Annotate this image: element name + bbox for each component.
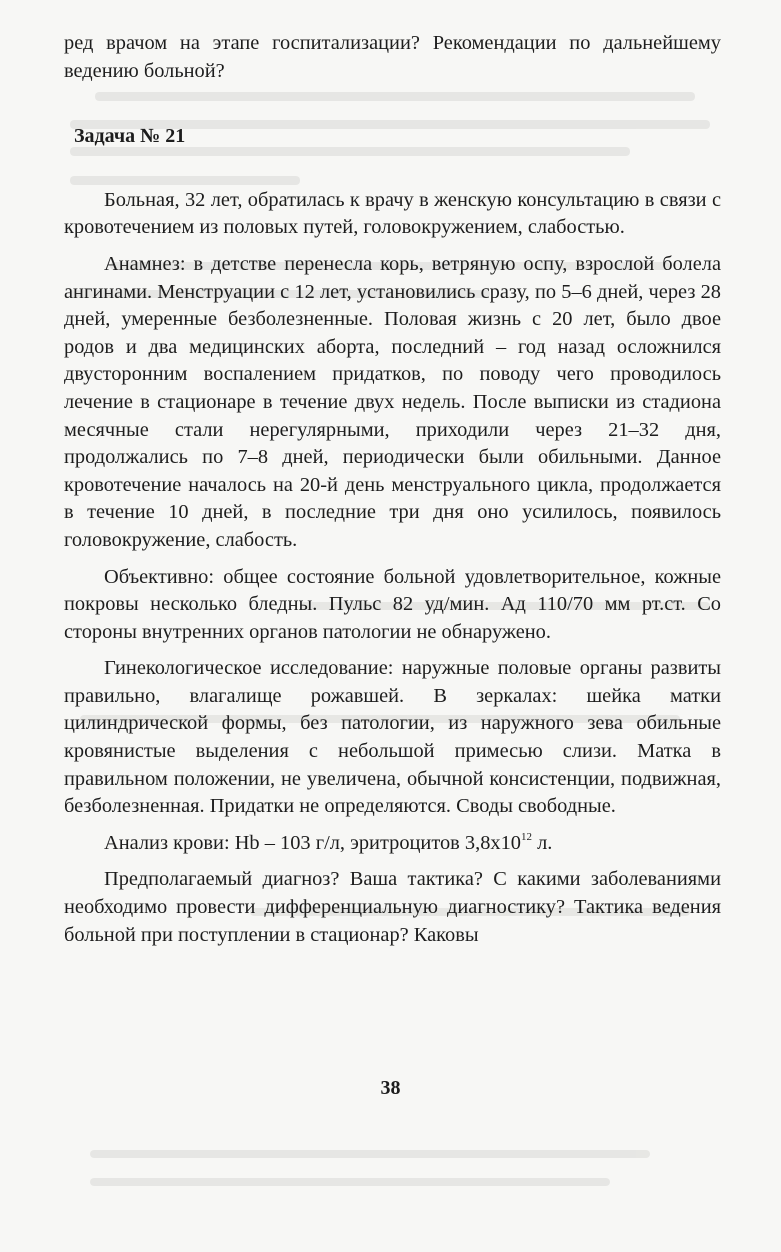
paragraph-anamnesis: Анамнез: в детстве перенесла корь, ветряную оспу, взрослой болела ангинами. Менструации с 12 лет, установились сразу, по 5–6 дней, через 28 дней, умеренные безболезненные. Половая жизнь с 20 лет, было двое родов и два медицинских аборта, последний – год назад осложнился двусторонним воспалением придатков, по поводу чего проводилось лечение в стационаре в течение двух недель. После выписки из стадиона месячные стали нерегулярными, приходили через 21–32 дня, продолжались по 7–8 дней, периодически были обильными. Данное кровотечение началось на 20-й день менструального цикла, продолжается в течение 10 дней, в последние три дня оно усилилось, появилось головокружение, слабость.: [64, 252, 721, 551]
paragraph-blood-test: [64, 830, 721, 858]
blood-test-text: Анализ крови: Hb – 103 г/л, эритроцитов 3,8x10: [104, 831, 521, 854]
paragraph-questions: Предполагаемый диагноз? Ваша тактика? С какими заболеваниями необходимо провести дифференциальную диагностику? Тактика ведения больной при поступлении в стационар? Каковы: [64, 868, 721, 946]
document-page: [64, 30, 721, 949]
paragraph-gynecological-exam: Гинекологическое исследование: наружные половые органы развиты правильно, влагалище рожавшей. В зеркалах: шейка матки цилиндрической формы, без патологии, из наружного зева обильные кровянистые выделения с небольшой примесью слизи. Матка в правильном положении, не увеличена, обычной консистенции, подвижная, безболезненная. Придатки не определяются. Своды свободные.: [64, 657, 721, 818]
blood-test-unit: л.: [531, 831, 553, 854]
paragraph-complaint: Больная, 32 лет, обратилась к врачу в женскую консультацию в связи с кровотечением из половых путей, головокружением, слабостью.: [64, 188, 721, 239]
page-number: 38: [380, 1077, 401, 1099]
task-title: Задача № 21: [74, 125, 186, 148]
paragraph-objective: Объективно: общее состояние больной удовлетворительное, кожные покровы несколько бледны. Пульс 82 уд/мин. Ад 110/70 мм рт.ст. Со стороны внутренних органов патологии не обнаружено.: [64, 565, 721, 643]
continuation-text: ред врачом на этапе госпитализации? Рекомендации по дальнейшему ведению больной?: [64, 32, 721, 82]
blood-test-exponent: 12: [520, 830, 532, 843]
